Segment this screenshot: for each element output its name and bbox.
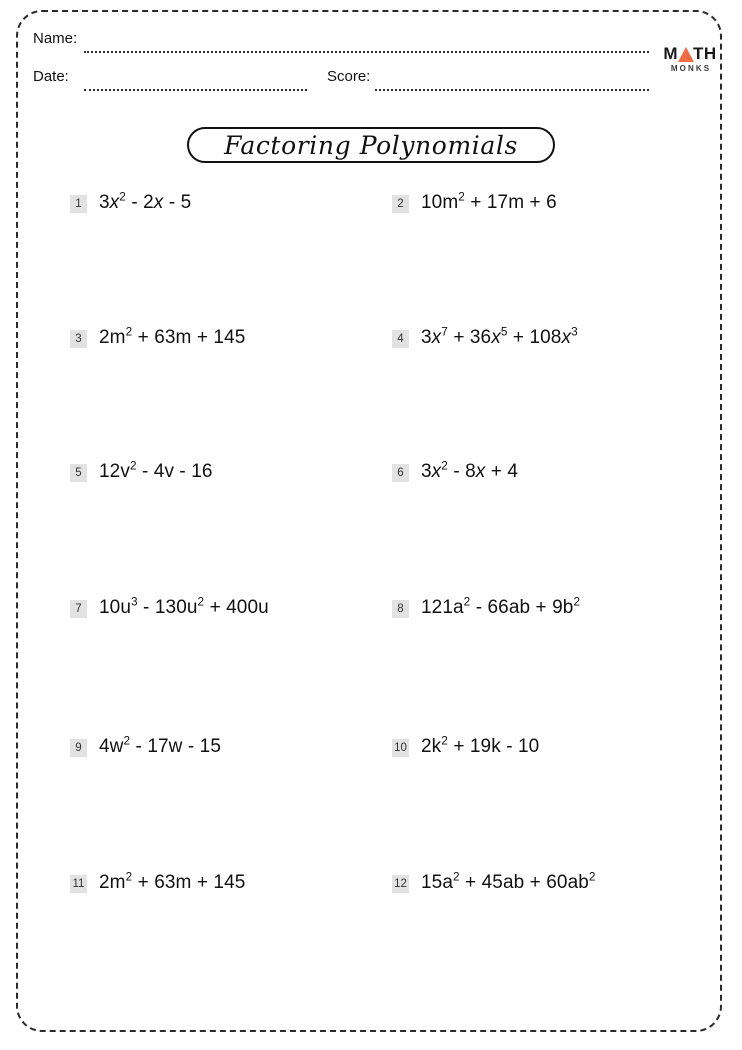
problem-expression: $12v^2 - 4v - 16$ — [99, 459, 213, 482]
problem-number-badge: 1 — [70, 195, 87, 213]
problem-item — [392, 327, 578, 349]
problem-number-badge: 12 — [392, 875, 409, 893]
problem-number-badge: 2 — [392, 195, 409, 213]
name-label: Name: — [33, 30, 78, 47]
problem-number-badge: 8 — [392, 600, 409, 618]
problem-item — [70, 461, 213, 483]
problem-expression: $3x^2 - 2x - 5$ — [99, 190, 192, 213]
problem-number-badge: 11 — [70, 875, 87, 893]
problem-expression: $15a^2 + 45ab + 60ab^2$ — [421, 870, 596, 893]
problem-expression: $2k^2 + 19k - 10$ — [421, 734, 540, 757]
problem-expression: $121a^2 - 66ab + 9b^2$ — [421, 595, 581, 618]
problem-expression: $10u^3 - 130u^2 + 400u$ — [99, 595, 269, 618]
problem-number-badge: 6 — [392, 464, 409, 482]
page-title: Factoring Polynomials — [224, 130, 518, 160]
problem-item — [70, 192, 191, 214]
problem-item — [70, 327, 245, 349]
problem-expression: $2m^2 + 63m + 145$ — [99, 325, 246, 348]
score-label: Score: — [327, 68, 371, 85]
problem-number-badge: 10 — [392, 739, 409, 757]
problem-expression: $4w^2 - 17w - 15$ — [99, 734, 222, 757]
problem-expression: $3x^2 - 8x + 4$ — [421, 459, 519, 482]
problem-expression: $2m^2 + 63m + 145$ — [99, 870, 246, 893]
problem-item — [392, 597, 580, 619]
date-label: Date: — [33, 68, 69, 85]
problem-number-badge: 3 — [70, 330, 87, 348]
logo-word-right: TH — [693, 44, 717, 63]
problem-number-badge: 5 — [70, 464, 87, 482]
problem-expression: $3x^7 + 36x^5 + 108x^3$ — [421, 325, 578, 348]
logo-subtext: MONKS — [670, 64, 712, 73]
problem-item — [70, 872, 245, 894]
problem-number-badge: 4 — [392, 330, 409, 348]
problem-number-badge: 9 — [70, 739, 87, 757]
problem-item — [70, 597, 269, 619]
problem-number-badge: 7 — [70, 600, 87, 618]
logo-word-left: M — [663, 44, 678, 63]
problem-item — [392, 872, 596, 894]
problem-item — [392, 192, 557, 214]
problem-item — [392, 461, 518, 483]
problem-expression: $10m^2 + 17m + 6$ — [421, 190, 557, 213]
problem-item — [70, 736, 221, 758]
problem-item — [392, 736, 539, 758]
